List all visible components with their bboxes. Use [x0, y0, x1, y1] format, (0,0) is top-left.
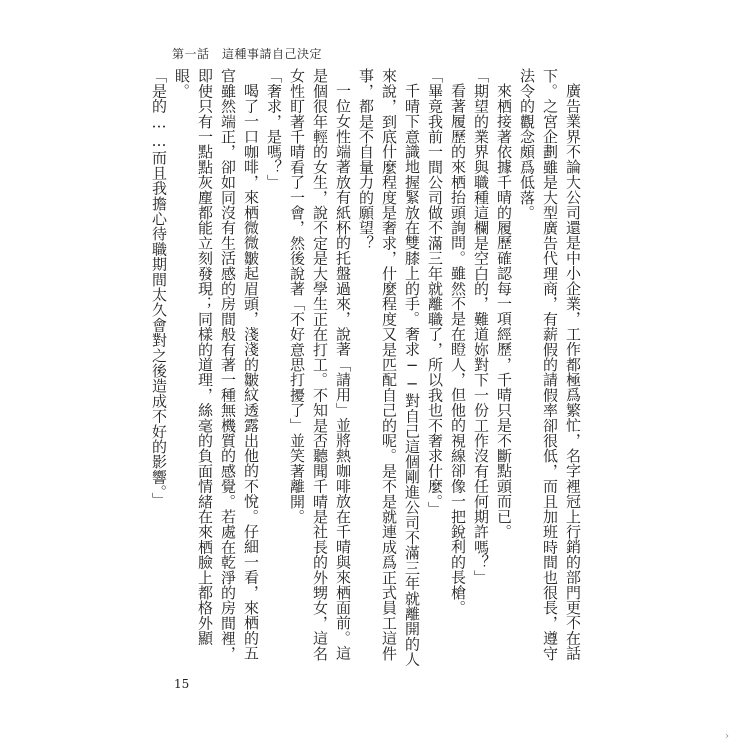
paragraph: 來栖接著依據千晴的履歷確認每一項經歷，千晴只是不斷點頭而已。: [495, 83, 513, 539]
dialogue-line: 「是的……而且我擔心待職期間太久會對之後造成不好的影響。」: [150, 68, 168, 508]
body-text: [150, 68, 584, 668]
dialogue-line: 「畢竟我前一間公司做不滿三年就離職了，所以我也不奢求什麼。」: [426, 68, 444, 517]
dialogue-line: 「奢求，是嗎？」: [265, 68, 283, 190]
paragraph: 喝了一口咖啡，來栖微微皺起眉頭，淺淺的皺紋透露出他的不悅。仔細一看，來栖的五官雖然端正，卻如同沒有生活感的房間般有著一種無機質的感覺。若處在乾淨的房間裡，即使只有一點點灰塵都能立刻發現；同樣的道理，絲毫的負面情緒在來栖臉上都格外顯眼。: [173, 68, 260, 661]
paragraph: 一位女性端著放有紙杯的托盤過來，說著「請用」並將熱咖啡放在千晴與來栖面前。這是個很年輕的女生，說不定是大學生正在打工。不知是否聽聞千晴是社長的外甥女，這名女性盯著千晴看了一會，然後說著「不好意思打擾了」並笑著離開。: [288, 68, 352, 661]
chapter-header: 第一話 這種事請自己決定: [172, 47, 323, 61]
paragraph: 廣告業界不論大公司還是中小企業，工作都極爲繁忙，名字裡冠上行銷的部門更不在話下。之宮企劃雖是大型廣告代理商，有薪假的請假率卻很低，而且加班時間也很長，遵守法令的觀念頗爲低落。: [518, 68, 582, 661]
corner-mark: ›: [725, 731, 729, 742]
page-number: 15: [174, 677, 190, 691]
paragraph: 看著履歷的來栖抬頭詢問。雖然不是在瞪人，但他的視線卻像一把銳利的長槍。: [449, 83, 467, 615]
paragraph: 千晴下意識地握緊放在雙膝上的手。奢求──對自己這個剛進公司不滿三年就離開的人來說，到底什麼程度是奢求，什麼程度又是匹配自己的呢。是不是就連成爲正式員工這件事，都是不自量力的願望？: [357, 68, 421, 667]
dialogue-line: 「期望的業界與職種這欄是空白的，難道妳對下一份工作沒有任何期許嗎？」: [472, 68, 490, 585]
